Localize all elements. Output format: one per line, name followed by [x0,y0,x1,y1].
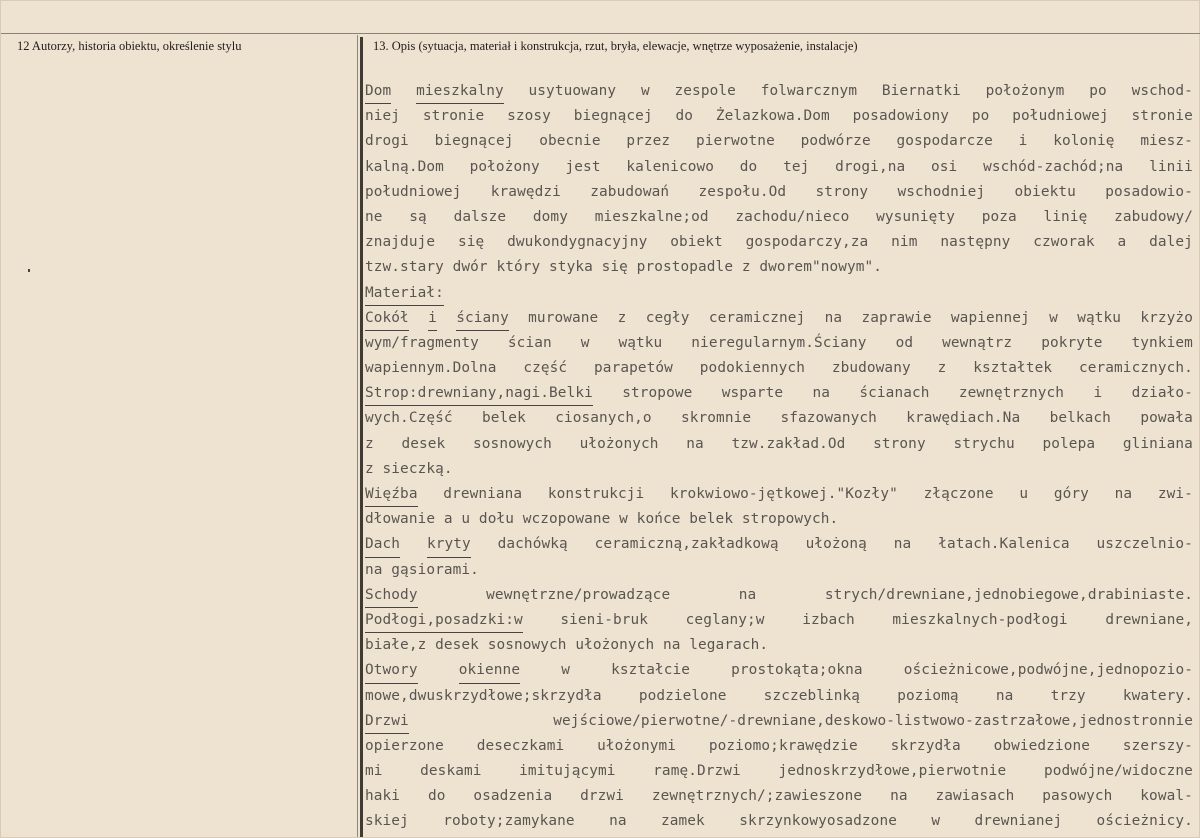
word: dalsze [453,208,507,225]
word: złączone [923,486,994,502]
word: podzielone [638,687,727,704]
line-text: na gąsiorami. [365,561,479,578]
word: poziomą [897,687,959,704]
word: na [890,788,908,805]
word: są [409,208,427,225]
word: murowane [528,309,599,326]
word: drewniane, [1105,611,1193,628]
word: ościeżnicy. [1096,813,1193,830]
underlined-heading: Materiał: [365,281,444,306]
word: szerszy- [1122,737,1193,754]
word: działo- [1131,385,1193,402]
word: drzwi [580,788,624,805]
word: izbach [802,611,855,628]
word: roboty;zamykane [443,813,575,830]
underlined-word: Dom [365,79,391,104]
word: haki [365,788,401,805]
word: sosnowych [473,435,552,452]
word: linii [1149,158,1193,175]
word: mieszkalnych-podłogi [892,611,1068,628]
underlined-word: Drzwi [365,709,409,734]
section-12-header: 12 Autorzy, historia obiektu, określenie stylu [17,39,242,53]
word: w [1049,309,1058,326]
underlined-word: mieszkalny [416,79,504,104]
word: zespole [674,83,736,99]
typed-line [365,79,1193,104]
underlined-word: Cokół [365,306,409,331]
word: skrzynkowyosadzone [739,813,897,830]
word: wych.Część [365,410,453,427]
word: kalną.Dom [365,158,444,175]
word: krzyżo [1140,309,1193,326]
typed-line [365,558,1193,583]
word: domy [532,208,568,225]
word: podwórze [800,133,871,150]
typed-line [365,356,1193,381]
column-divider [360,37,363,837]
word: sieni-bruk [560,611,649,628]
word: strychu [953,435,1015,452]
typed-line [365,155,1193,180]
word: deseczkami [476,737,565,754]
section-13-header: 13. Opis (sytuacja, materiał i konstrukcja, rzut, bryła, elewacje, wnętrze wyposażenie, instalacje) [373,39,858,53]
word: wątku [618,334,663,351]
word: obiektu [1014,183,1076,200]
word: pasowych [1042,788,1113,805]
word: do [427,788,446,805]
word: na [893,536,912,553]
word: osi [931,158,958,175]
word: cegły [645,309,690,326]
word: belkach [1049,410,1111,427]
word: ceramicznych. [1078,360,1193,377]
word: zamek [661,813,705,830]
word: po [1089,83,1107,99]
typed-line [365,482,1193,507]
word: na [1114,486,1133,502]
word: po [971,108,990,125]
word: wschod- [1131,83,1193,99]
word: prostokąta;okna [731,662,863,679]
column-divider-thin [357,35,358,837]
word: imitującymi [519,763,616,780]
word: parapetów [594,360,673,377]
typed-line [365,281,1193,306]
underlined-word: kryty [427,532,471,557]
word: miesz- [1140,133,1193,150]
word: usytuowany [528,83,617,99]
line-text: białe,z desek sosnowych ułożonych na legarach. [365,637,769,654]
word: ścian [507,334,552,351]
word: krokwiowo-jętkowej."Kozły" [669,486,898,502]
word: położony [469,158,540,175]
typed-line [365,306,1193,331]
word: zabudowań [590,183,670,200]
word: i [1018,133,1028,150]
word: dachówką [497,536,568,553]
word: wapiennej [950,309,1030,326]
word: przez [626,133,671,150]
word: powała [1140,410,1193,427]
underlined-word: Więźba [365,482,418,507]
word: wschodniej [897,183,986,200]
word: łatach.Kalenica [938,536,1070,553]
word: w [580,334,590,351]
word: ułożonych [579,435,659,452]
word: ościeżnicowe,podwójne,jednopozio- [903,662,1193,679]
typed-line [365,759,1193,784]
word: nim [891,234,918,251]
word: czworak [1033,234,1095,251]
word: polepa [1042,435,1096,452]
word: stropowe [622,385,693,402]
word: zawiasach [935,788,1015,805]
word: tej [783,158,810,175]
word: ułożonymi [597,737,677,754]
word: podwójne/widoczne [1043,763,1193,780]
word: biegnącej [434,133,514,150]
word: wym/fragmenty [365,334,479,351]
word: na [738,586,757,603]
word: ułożoną [805,536,867,553]
typed-line [365,205,1193,230]
word: z [937,360,947,377]
word: osadzenia [473,788,553,805]
word: na [609,813,627,830]
word: linię [1043,208,1088,225]
word: posadowio- [1105,183,1193,200]
word: stronie [422,108,485,125]
typed-line [365,406,1193,431]
word: ciosanych,o [555,410,652,427]
word: dwukondygnacyjny [507,234,648,251]
word: z [365,435,374,452]
word: nieregularnym.Ściany [691,334,867,351]
typed-line [365,331,1193,356]
word: tynkiem [1131,334,1193,351]
word: folwarcznym [760,83,858,99]
word: pierwotne [695,133,775,150]
word: wapiennym.Dolna [365,360,497,377]
word: z [617,309,627,326]
word: deskami [420,763,482,780]
word: niej [365,108,401,125]
word: wątku [1077,309,1122,326]
typed-line [365,709,1193,734]
word: kształcie [611,662,691,679]
word: skiej [365,813,409,830]
word: desek [401,435,446,452]
word: się [457,234,485,251]
word: u [1019,486,1029,502]
word: od [895,334,914,351]
underlined-word: okienne [459,658,520,683]
word: kalenicowo [626,158,714,175]
word: strony [815,183,869,200]
word: drewnianej [974,813,1063,830]
word: stronie [1131,108,1193,125]
line-text: z sieczką. [365,460,453,477]
typed-line [365,507,1193,532]
word: gospodarczy,za [745,234,869,251]
word: posadowiony [852,108,950,125]
word: sfazowanych [780,410,877,427]
word: wewnątrz [942,334,1013,351]
word: pokryte [1041,334,1103,351]
word: szczeblinką [763,687,861,704]
typed-line [365,457,1193,482]
word: drogi,na [835,158,906,175]
typed-line [365,633,1193,658]
word: podokiennych [699,360,805,377]
underlined-word: Strop:drewniany,nagi.Belki [365,381,593,406]
word: skrzydła [890,737,961,754]
line-text: tzw.stary dwór który styka się prostopadle z dworem"nowym". [365,259,883,276]
word: zachodu/nieco [735,208,850,225]
word: skromnie [681,410,752,427]
word: jest [565,158,601,175]
typed-line [365,255,1193,280]
word: do [675,108,694,125]
word: dalej [1149,234,1193,251]
typed-line [365,809,1193,834]
word: kwatery. [1122,687,1193,704]
word: wsparte [721,385,784,402]
word: mieszkalne;od [594,208,709,225]
word: zewnętrznych [958,385,1065,402]
typed-line [365,784,1193,809]
word: zaprawie [861,309,932,326]
word: gliniana [1122,435,1193,452]
word: poza [981,208,1017,225]
word: krawędzi [490,183,561,200]
word: na [812,385,831,402]
word: krawędiach.Na [906,410,1021,427]
word: ne [365,208,383,225]
word: a [1117,234,1127,251]
word: drogi [365,133,409,150]
word: ścianach [859,385,930,402]
word: na [824,309,843,326]
word: obwiedzione [993,737,1090,754]
word: zwi- [1157,486,1193,502]
typed-line [365,129,1193,154]
underlined-word: i [428,306,437,331]
word: południowej [365,183,462,200]
typed-line [365,381,1193,406]
word: na [686,435,704,452]
word: ceramicznej [708,309,806,326]
word: kolonię [1053,133,1115,150]
word: jednoskrzydłowe,pierwotnie [778,763,1007,780]
typed-line [365,230,1193,255]
word: kształtek [973,360,1053,377]
typed-line [365,684,1193,709]
word: znajduje [365,234,436,251]
word: szosy [507,108,551,125]
underlined-word: Otwory [365,658,418,683]
typed-line [365,608,1193,633]
word: w [561,662,570,679]
word: wewnętrzne/prowadzące [486,586,671,603]
word: ceramiczną,zakładkową [594,536,779,553]
word: drewniana [443,486,523,502]
word: gospodarcze [896,133,993,150]
word: Biernatki [881,83,961,99]
word: zespołu.Od [698,183,787,200]
word: na [995,687,1014,704]
word: zabudowy/ [1114,208,1193,225]
typed-line [365,583,1193,608]
typed-line [365,734,1193,759]
word: i [1093,385,1103,402]
word: obiekt [670,234,723,251]
word: następny [940,234,1011,251]
word: trzy [1050,687,1086,704]
word: zbudowany [831,360,911,377]
underlined-word: Podłogi,posadzki:w [365,608,523,633]
word: biegnącej [573,108,653,125]
word: położonym [985,83,1065,99]
word: ramę.Drzwi [653,763,741,780]
word: konstrukcji [547,486,645,502]
word: kowal- [1140,788,1193,805]
word: belek [482,410,526,427]
word: wejściowe/pierwotne/-drewniane,deskowo-listwowo-zastrzałowe,jednostronnie [553,712,1193,729]
word: strych/drewniane,jednobiegowe,drabiniaste. [824,586,1193,603]
word: część [523,360,568,377]
top-rule [1,33,1200,34]
word: góry [1053,486,1089,502]
word: tzw.zakład.Od [731,435,846,452]
word: obecnie [539,133,601,150]
word: opierzone [365,737,444,754]
line-text: dłowanie a u dołu wczopowane w końce belek stropowych. [365,511,839,528]
typed-description [365,79,1193,835]
word: mowe,dwuskrzydłowe;skrzydła [365,687,602,704]
word: wysunięty [876,208,955,225]
typed-line [365,432,1193,457]
word: Żelazkowa.Dom [715,108,830,125]
typed-line [365,532,1193,557]
word: do [739,158,758,175]
word: mi [365,763,383,780]
word: ceglany;w [685,611,765,628]
word: strony [873,435,926,452]
word: południowej [1012,108,1109,125]
word: poziomo;krawędzie [708,737,858,754]
typed-line [365,104,1193,129]
underlined-word: Schody [365,583,418,608]
paper-speck [28,269,30,272]
typed-line [365,658,1193,683]
underlined-word: ściany [456,306,509,331]
word: zewnętrznych/;zawieszone [651,788,863,805]
word: wschód-zachód;na [983,158,1124,175]
typed-line [365,180,1193,205]
word: w [931,813,941,830]
word: w [640,83,650,99]
word: uszczelnio- [1096,536,1193,553]
underlined-word: Dach [365,532,400,557]
